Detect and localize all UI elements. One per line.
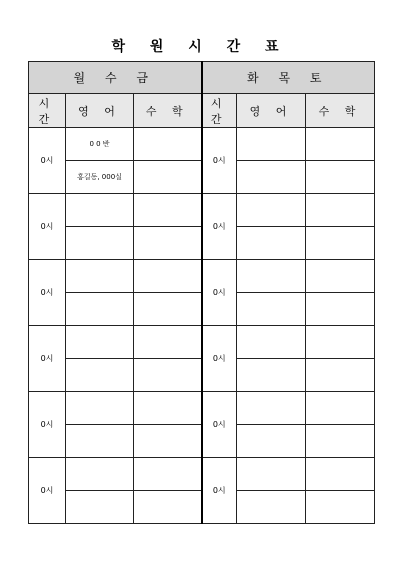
timetable-body xyxy=(29,128,375,524)
math-cell xyxy=(134,326,202,359)
english-cell xyxy=(237,458,306,491)
english-cell xyxy=(237,293,306,326)
math-cell xyxy=(134,194,202,227)
header-math: 수 학 xyxy=(306,94,375,128)
time-cell: 0시 xyxy=(202,326,237,392)
english-cell xyxy=(237,392,306,425)
math-cell xyxy=(134,161,202,194)
english-cell xyxy=(237,128,306,161)
time-cell: 0시 xyxy=(202,128,237,194)
time-cell: 0시 xyxy=(29,128,66,194)
english-cell xyxy=(66,326,134,359)
english-cell xyxy=(237,161,306,194)
timetable-row xyxy=(29,458,375,491)
timetable xyxy=(28,61,375,524)
time-cell: 0시 xyxy=(29,260,66,326)
english-cell xyxy=(66,260,134,293)
group-header-mwf: 월 수 금 xyxy=(29,62,202,94)
header-math: 수 학 xyxy=(134,94,202,128)
english-cell xyxy=(66,227,134,260)
time-cell: 0시 xyxy=(29,392,66,458)
english-cell xyxy=(237,326,306,359)
time-cell: 0시 xyxy=(29,458,66,524)
timetable-row xyxy=(29,194,375,227)
english-cell xyxy=(66,425,134,458)
math-cell xyxy=(306,491,375,524)
group-header-tts: 화 목 토 xyxy=(202,62,375,94)
english-cell: 홍길동, 000실 xyxy=(66,161,134,194)
math-cell xyxy=(134,359,202,392)
time-cell: 0시 xyxy=(202,458,237,524)
english-cell xyxy=(66,293,134,326)
math-cell xyxy=(134,458,202,491)
math-cell xyxy=(306,194,375,227)
timetable-row xyxy=(29,392,375,425)
english-cell xyxy=(237,194,306,227)
math-cell xyxy=(306,161,375,194)
english-cell xyxy=(237,359,306,392)
time-cell: 0시 xyxy=(29,326,66,392)
english-cell xyxy=(237,260,306,293)
english-cell xyxy=(237,491,306,524)
timetable-row xyxy=(29,128,375,161)
math-cell xyxy=(306,326,375,359)
math-cell xyxy=(134,491,202,524)
math-cell xyxy=(134,260,202,293)
math-cell xyxy=(134,425,202,458)
math-cell xyxy=(134,392,202,425)
time-cell: 0시 xyxy=(202,194,237,260)
math-cell xyxy=(306,392,375,425)
english-cell: 0 0 반 xyxy=(66,128,134,161)
math-cell xyxy=(306,227,375,260)
header-english: 영 어 xyxy=(237,94,306,128)
time-cell: 0시 xyxy=(202,260,237,326)
header-english: 영 어 xyxy=(66,94,134,128)
header-time: 시 간 xyxy=(29,94,66,128)
header-time: 시 간 xyxy=(202,94,237,128)
time-cell: 0시 xyxy=(202,392,237,458)
time-cell: 0시 xyxy=(29,194,66,260)
english-cell xyxy=(237,227,306,260)
english-cell xyxy=(237,425,306,458)
english-cell xyxy=(66,458,134,491)
english-cell xyxy=(66,359,134,392)
math-cell xyxy=(134,128,202,161)
english-cell xyxy=(66,194,134,227)
math-cell xyxy=(306,458,375,491)
math-cell xyxy=(306,293,375,326)
math-cell xyxy=(306,359,375,392)
math-cell xyxy=(306,260,375,293)
english-cell xyxy=(66,491,134,524)
timetable-row xyxy=(29,260,375,293)
english-cell xyxy=(66,392,134,425)
timetable-row xyxy=(29,326,375,359)
math-cell xyxy=(306,128,375,161)
math-cell xyxy=(306,425,375,458)
math-cell xyxy=(134,227,202,260)
math-cell xyxy=(134,293,202,326)
page-title: 학 원 시 간 표 xyxy=(111,39,289,55)
